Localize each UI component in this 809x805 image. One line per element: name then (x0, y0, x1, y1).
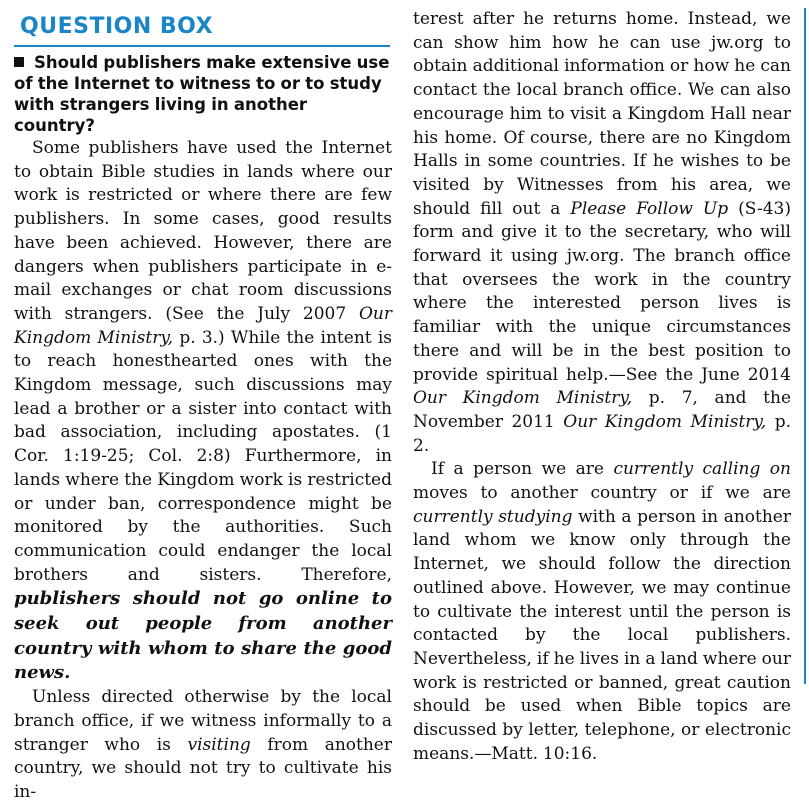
publication-title: Our Kingdom Ministry, (14, 303, 392, 348)
text-run: If a person we are (431, 459, 614, 480)
paragraph-1 (14, 137, 392, 686)
text-run: p. 2. (413, 411, 791, 456)
form-title: Please Follow Up (570, 198, 729, 219)
text-run: Unless directed otherwise by the local branch office, if we witness informally to a stranger who is (14, 687, 392, 755)
question-text: Should publishers make extensive use of the Internet to witness to or to study with strangers living in another country? (14, 53, 390, 135)
text-run: moves to another country or if we are (413, 483, 791, 504)
box-title: QUESTION BOX (20, 14, 214, 39)
paragraph-2-continued (413, 8, 791, 458)
publication-title: Our Kingdom Ministry, (563, 411, 767, 432)
text-run: with a person in another land whom we know only through the Internet, we should follow the direction outlined above. However, we may continue to cultivate the interest until the person is contacted by the local publishers. Nevertheless, if he lives in a land where our work is restricted or banned, great caution should be used when Bible topics are discussed by letter, telephone, or electronic means.—Matt. 10:16. (413, 506, 791, 764)
text-run: p. 7, and the November 2011 (413, 388, 792, 432)
text-run: Some publishers have used the Internet to obtain Bible studies in lands where our work is restricted or where there are few publishers. In some cases, good results have been achieved. However, there are dangers when publishers participate in e-mail exchanges or chat room discussions with strangers. (See the July 2007 (14, 138, 392, 324)
text-run: p. 3.) While the intent is to reach honesthearted ones with the Kingdom message, such discussions may lead a brother or a sister into contact with bad association, including apostates. (1 Cor. 1:19-25; Col. 2:8) Furthermore, in lands where the Kingdom work is restricted or under ban, correspondence might be monitored by the authorities. Such communication could endanger the local brothers and sisters. Therefore, (14, 327, 392, 585)
square-bullet-icon (14, 57, 24, 67)
paragraph-3 (413, 458, 791, 766)
emphasis-text: publishers should not go online to seek out people from another country with whom to share the good news. (14, 588, 392, 684)
text-run: (S-43) form and give it to the secretary, who will forward it using jw.org. The branch office that oversees the work in the country where the interested person lives is familiar with the unique circumstances there and will be in the best position to provide spiritual help.—See the June 2014 (413, 198, 791, 385)
text-run: from another country, we should not try to cultivate his in- (14, 734, 392, 802)
right-column (413, 8, 791, 767)
emphasis-text: visiting (187, 734, 251, 755)
emphasis-text: currently studying (413, 506, 573, 527)
text-run: terest after he returns home. Instead, we can show him how he can use jw.org to obtain additional information or how he can contact the local branch office. We can also encourage him to visit a Kingdom Hall near his home. Of course, there are no Kingdom Halls in some countries. If he wishes to be visited by Witnesses from his area, we should fill out a (413, 9, 791, 219)
title-underline (14, 45, 390, 47)
paragraph-2-start (14, 686, 392, 805)
right-border (804, 8, 806, 684)
publication-title: Our Kingdom Ministry, (413, 388, 633, 409)
question-heading (14, 52, 392, 136)
emphasis-text: currently calling on (613, 459, 791, 480)
